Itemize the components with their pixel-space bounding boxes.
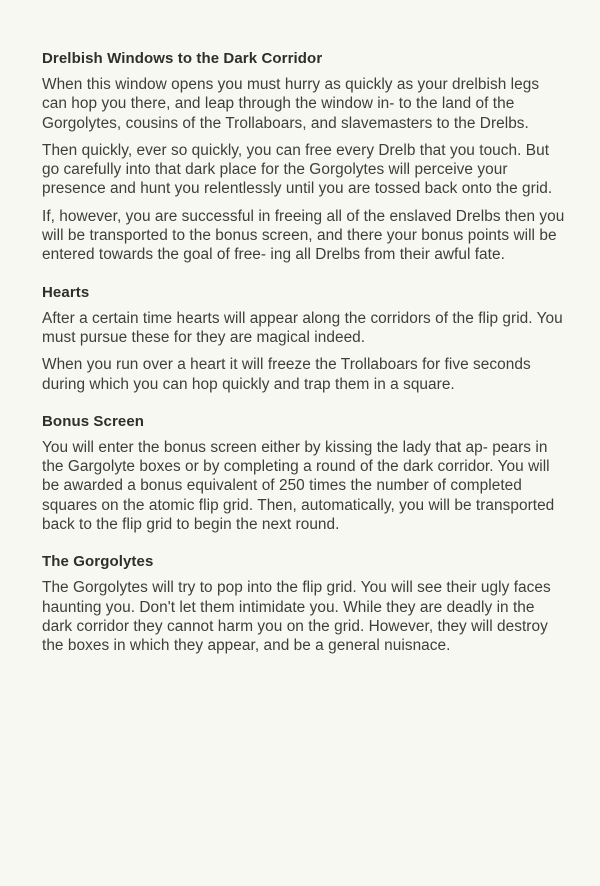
body-paragraph: After a certain time hearts will appear along the corridors of the flip grid. You must pursue these for they are magical indeed. [42,309,563,346]
body-paragraph: The Gorgolytes will try to pop into the flip grid. You will see their ugly faces haunting you. Don't let them intimidate you. While they are deadly in the dark corridor they cannot harm you on the grid. However, they will destroy the boxes in which they appear, and be a general nuisnace. [42,579,551,655]
body-paragraph: When you run over a heart it will freeze the Trollaboars for five seconds during which you can hop quickly and trap them in a square. [42,356,531,393]
body-paragraph: You will enter the bonus screen either by kissing the lady that ap- pears in the Gargolyte boxes or by completing a round of the dark corridor. You will be awarded a bonus equivalent of 250 times the number of completed squares on the atomic flip grid. Then, automatically, you will be transported back to the flip grid to begin the next round. [42,438,555,534]
section-heading: Bonus Screen [42,412,145,430]
section-heading: The Gorgolytes [42,553,154,571]
page-edge-mark [508,0,538,4]
section-bonus-screen [42,412,568,534]
body-paragraph: When this window opens you must hurry as quickly as your drelbish legs can hop you there, and leap through the window in- to the land of the Gorgolytes, cousins of the Trollaboars, and slavemasters to the Drelbs. [42,76,540,132]
body-paragraph: If, however, you are successful in freeing all of the enslaved Drelbs then you will be transported to the bonus screen, and there your bonus points will be entered towards the goal of free- ing all Drelbs from their awful fate. [42,207,565,264]
section-heading: Hearts [42,283,90,301]
manual-page [42,49,568,656]
section-hearts [42,283,568,394]
section-gorgolytes [42,552,568,655]
section-drelbish-windows [42,49,568,265]
section-heading: Drelbish Windows to the Dark Corridor [42,50,323,67]
body-paragraph: Then quickly, ever so quickly, you can free every Drelb that you touch. But go carefully into that dark place for the Gorgolytes will perceive your presence and hunt you relentlessly until you are tossed back onto the grid. [42,141,553,198]
